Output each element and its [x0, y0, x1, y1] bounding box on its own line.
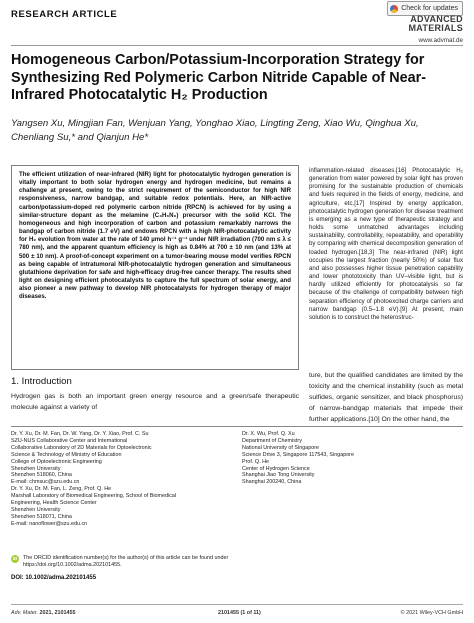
check-updates-label: Check for updates: [401, 5, 458, 12]
footer-divider: [11, 604, 463, 605]
orcid-note: [11, 555, 241, 569]
introduction-text: Hydrogen gas is both an important green energy resource and a green/safe therapeutic molecule against a variety of: [11, 393, 299, 411]
body-text-right-bottom: ture, but the qualified candidates are limited by the toxicity and the chemical instability (such as metal sulfides, organic sensitizer, and black phosphorus) of narrow-bandgap materials that impede their further applications.[10] On the other hand, the: [309, 372, 463, 423]
footer-year-page: 2021, 2101455: [39, 610, 76, 616]
doi[interactable]: DOI: 10.1002/adma.202101455: [11, 575, 97, 581]
journal-name-line1: ADVANCED: [410, 14, 463, 24]
journal-name-line2: MATERIALS: [408, 23, 463, 33]
footer-copyright: © 2021 Wiley-VCH GmbH: [400, 610, 463, 616]
author-list: Yangsen Xu, Mingjian Fan, Wenjuan Yang, Yonghao Xiao, Lingting Zeng, Xiao Wu, Qinghua Xu, Chenliang Su,* and Qianjun He*: [11, 118, 419, 143]
affiliations-left: Dr. Y. Xu, Dr. M. Fan, Dr. W. Yang, Dr. Y. Xiao, Prof. C. Su SZU-NUS Collaborative Center and International Collaborative Laboratory of 2D Materials for Optoelectronic Science & Technology of Ministry of Education College of Optoelectronic Engineering Shenzhen University Shenzhen 518060, China E-mail: chmsuc@szu.edu.cn Dr. Y. Xu, Dr. M. Fan, L. Zeng, Prof. Q. He Marshall Laboratory of Biomedical Engineering, School of Biomedical Engineering, Health Science Center Shenzhen University Shenzhen 518071, China E-mail: nanoflower@szu.edu.cn: [11, 431, 177, 527]
journal-url[interactable]: www.advmat.de: [418, 37, 463, 44]
section-label: RESEARCH ARTICLE: [11, 9, 118, 20]
article-title: Homogeneous Carbon/Potassium-Incorporation Strategy for Synthesizing Red Polymeric Carbon Nitride Capable of Near-Infrared Photocatalytic H₂ Production: [11, 52, 427, 103]
orcid-icon: iD: [12, 556, 18, 561]
footer-citation: [11, 610, 75, 616]
footer-page-number: 2101455 (1 of 11): [218, 610, 261, 616]
journal-logo: [408, 15, 463, 33]
affiliations-right: Dr. X. Wu, Prof. Q. Xu Department of Chemistry National University of Singapore Science Drive 3, Singapore 117543, Singapore Prof. Q. He Center of Hydrogen Science Shanghai Jiao Tong University Shanghai 200240, China: [242, 431, 354, 486]
affiliations-divider: [11, 426, 463, 427]
body-text-right-top: inflammation-related diseases.[16] Photocatalytic H₂ generation from water powered by solar light has proven promising for the sustainable production of chemicals and fuels required in the fields of energy, medicine, and agriculture, etc.[17] Inspired by energy application, photocatalytic hydrogen generation for disease treatment is emerging as a new type of therapeutic strategy and holds some unmatched advantages including sustainability, controllability, repeatability, and operability by comparing with chemical decomposition generation of loaded hydrogen.[18,3] The near-infrared (NIR) light occupies the largest fraction (nearly 50%) of solar flux and also possesses higher tissue penetration capability and lower phototoxicity than UV–visible light, but is hardly utilized efficiently for photocatalysis so far because of the challenge of compatibility between high separation efficiency of photoexcited charge carriers and narrow bandgap (0.5–1.8 eV).[9] At present, main solution is to construct the heterostruc-: [309, 167, 463, 321]
orcid-note-text[interactable]: The ORCID identification number(s) for the author(s) of this article can be found under https://doi.org/10.1002/adma.202101455.: [23, 555, 229, 568]
abstract: The efficient utilization of near-infrared (NIR) light for photocatalytic hydrogen generation is vitally important to both solar hydrogen energy and hydrogen medicine, but remains a challenge at present, owing to the strict requirement of the semiconductor for high NIR responsiveness, narrow bandgap, and suitable redox potentials. Here, an NIR-active carbon/potassium-doped red polymeric carbon nitride (RPCN) is achieved for by using a similar-structure dopant as the melamine (C₃H₆N₆) precursor with the solid KCl. The homogeneous and high incorporation of carbon and potassium remarkably narrows the bandgap of carbon nitride (1.7 eV) and endows RPCN with a high NIR-photocatalytic activity for H₂ evolution from water at the rate of 140 µmol h⁻¹ g⁻¹ under NIR irradiation (700 nm ≤ λ ≤ 780 nm), and the apparent quantum efficiency is high as 0.84% at 700 ± 10 nm (and 13% at 500 ± 10 nm). A proof-of-concept experiment on a tumor-bearing mouse model verifies RPCN as being capable of intratumoral NIR-photocatalytic hydrogen generation and simultaneous glutathione deprivation for safe and high-efficacy drug-free cancer therapy. The results shed light on designing efficient photocatalysts to capture the full spectrum of solar energy, and also pioneer a new pathway to develop NIR photocatalysts for hydrogen therapy of major diseases.: [11, 165, 299, 370]
footer-journal: Adv. Mater.: [11, 610, 38, 616]
section-heading-introduction: 1. Introduction: [11, 376, 72, 387]
header-divider: [11, 45, 463, 46]
crossmark-icon: [390, 5, 398, 13]
